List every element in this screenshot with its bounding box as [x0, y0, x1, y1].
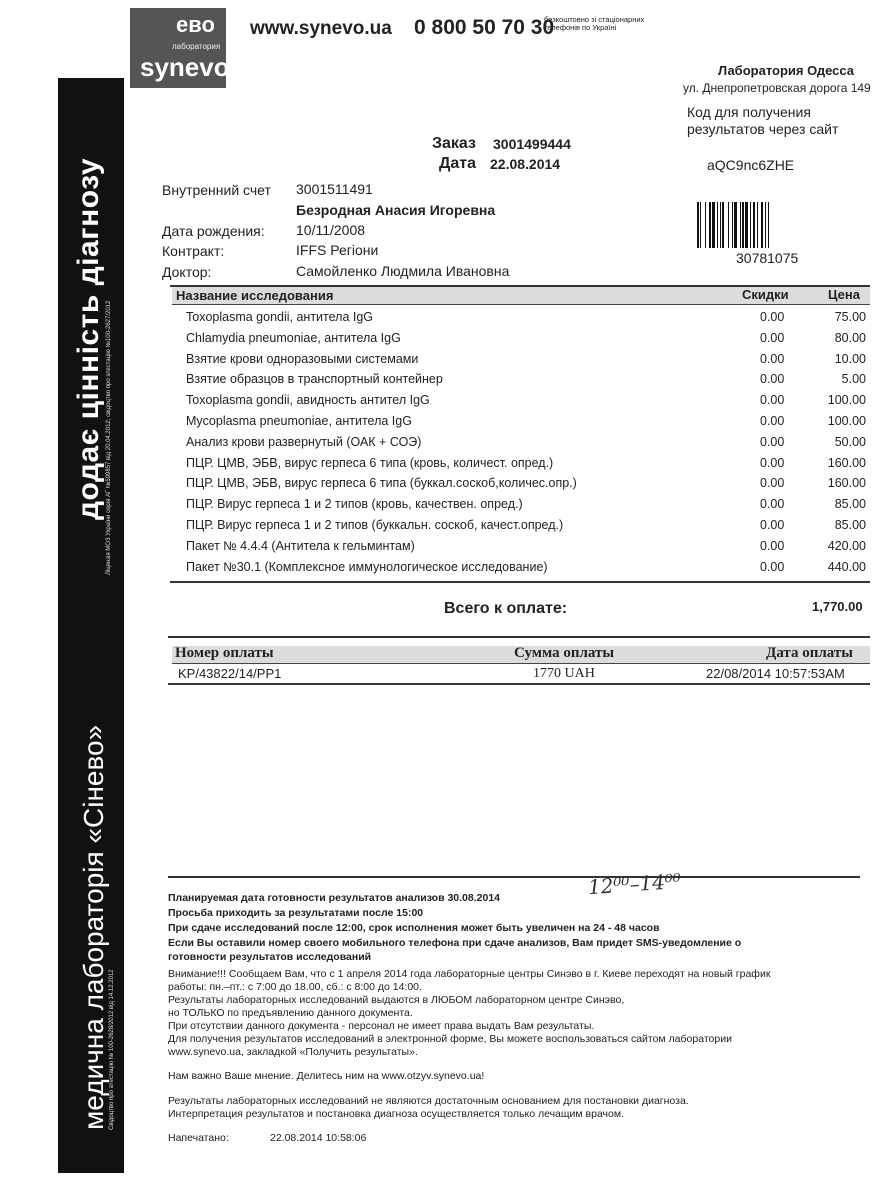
barcode-bar	[705, 202, 706, 248]
service-row-name: Анализ крови развернутый (ОАК + СОЭ)	[186, 434, 422, 449]
total-label: Всего к оплате:	[444, 600, 568, 617]
service-row-discount: 0.00	[760, 455, 785, 470]
service-row-discount: 0.00	[760, 434, 785, 449]
internal-account-label: Внутренний счет	[162, 182, 271, 198]
barcode-bar	[761, 202, 763, 248]
service-row-discount: 0.00	[760, 330, 785, 345]
side-slogan: додає цінність діагнозу	[72, 157, 105, 520]
doctor-label: Доктор:	[162, 264, 212, 280]
service-row-discount: 0.00	[760, 372, 785, 387]
logo-text-brand: synevo	[140, 52, 230, 82]
service-row-name: Toxoplasma gondii, антитела IgG	[186, 310, 374, 324]
barcode-bar	[697, 202, 699, 248]
service-row-name: ПЦР. Вирус герпеса 1 и 2 типов (буккальн. соскоб, качест.опред.)	[186, 518, 564, 532]
patient-name: Безродная Анасия Игоревна	[296, 202, 496, 218]
note-results-2: но ТОЛЬКО по предъявлению данного документа.	[168, 1007, 413, 1019]
total-value: 1,770.00	[812, 599, 863, 614]
printed-label: Напечатано:	[168, 1132, 229, 1144]
service-row-price: 75.00	[834, 310, 866, 324]
service-row-name: Toxoplasma gondii, авидность антител IgG	[186, 393, 430, 408]
payment-number: KP/43822/14/PP1	[178, 666, 282, 681]
col-header-discount: Скидки	[742, 287, 789, 302]
note-attention-1: Внимание!!! Сообщаем Вам, что с 1 апреля 2014 года лабораторные центры Синэво в г. Киеве переходят на новый график	[168, 968, 771, 980]
barcode-bar	[732, 202, 733, 248]
service-row-price: 50.00	[834, 434, 866, 449]
note-come-after: Просьба приходить за результатами после 15:00	[168, 907, 424, 919]
side-license-text: Ліцензія МОЗ України серія АГ №599857 від 20.04.2012; свідоцтво про атестацію №100-2627/2012	[106, 300, 112, 575]
hotline-phone: 0 800 50 70 30	[414, 16, 555, 39]
barcode-bar	[712, 202, 715, 248]
service-row-name: Chlamydia pneumoniae, антитела IgG	[186, 330, 401, 345]
col-header-payment-sum: Сумма оплаты	[514, 645, 615, 661]
barcode-bar	[717, 202, 718, 248]
note-opinion: Нам важно Ваше мнение. Делитесь ним на www.otzyv.synevo.ua!	[168, 1070, 485, 1082]
lab-address: ул. Днепропетровская дорога 149	[683, 81, 871, 95]
barcode-bar	[734, 202, 737, 248]
website-url: www.synevo.ua	[250, 18, 392, 39]
service-row-price: 160.00	[827, 455, 866, 470]
col-header-name: Название исследования	[176, 288, 334, 303]
note-sms-1: Если Вы оставили номер своего мобильного телефона при сдаче анализов, Вам придет SMS-уведомление о	[168, 937, 742, 949]
result-code-label: Код для получения результатов через сайт	[687, 104, 839, 137]
order-label: Заказ	[432, 135, 476, 152]
note-online-2: www.synevo.ua, закладкой «Получить результаты».	[168, 1046, 418, 1058]
doctor-value: Самойленко Людмила Ивановна	[296, 263, 510, 279]
lab-name: Лаборатория Одесса	[718, 63, 855, 78]
side-certificate-text: Свідоцтво про атестацію № 100-2628/2012 від 14.12.2012	[109, 969, 115, 1130]
note-sms-2: готовности результатов исследований	[168, 951, 372, 963]
notes-rule	[168, 876, 860, 878]
order-date-label: Дата	[439, 155, 477, 172]
col-header-payment-date: Дата оплаты	[766, 645, 853, 661]
service-row-price: 100.00	[827, 414, 866, 428]
service-row-discount: 0.00	[760, 538, 785, 553]
service-row-price: 80.00	[834, 330, 866, 345]
barcode-bar	[745, 202, 748, 248]
printed-value: 22.08.2014 10:58:06	[270, 1132, 367, 1144]
barcode-bar	[750, 202, 751, 248]
service-row-name: ПЦР. Вирус герпеса 1 и 2 типов (кровь, качествен. опред.)	[186, 497, 523, 512]
payment-date: 22/08/2014 10:57:53AM	[706, 666, 845, 681]
note-disclaimer-2: Интерпретация результатов и постановка диагноза осуществляется только лечащим врачом.	[168, 1108, 625, 1120]
barcode-bar	[765, 202, 766, 248]
barcode-bar	[757, 202, 758, 248]
service-row-price: 440.00	[827, 559, 866, 574]
dob-value: 10/11/2008	[296, 222, 366, 238]
logo-text-subtitle: лаборатория	[172, 42, 221, 51]
payment-table-top-rule	[168, 636, 870, 638]
service-row-price: 100.00	[827, 393, 866, 408]
col-header-payment-number: Номер оплаты	[175, 645, 274, 661]
barcode-bar	[740, 202, 741, 248]
service-row-name: Пакет № 4.4.4 (Антитела к гельминтам)	[186, 538, 415, 553]
service-row-price: 85.00	[834, 518, 866, 532]
barcode-bar	[709, 202, 711, 248]
service-row-name: ПЦР. ЦМВ, ЭБВ, вирус герпеса 6 типа (буккал.соскоб,количес.опр.)	[186, 476, 577, 491]
payment-table-bottom-rule	[168, 683, 870, 685]
service-row-price: 420.00	[827, 538, 866, 553]
service-row-name: Mycoplasma pneumoniae, антитела IgG	[186, 414, 412, 428]
note-online-1: Для получения результатов исследований в электронной форме, Вы можете воспользоваться сайтом лаборатории	[168, 1033, 732, 1045]
contract-label: Контракт:	[162, 243, 225, 259]
barcode-bar	[753, 202, 755, 248]
note-planned-date: Планируемая дата готовности результатов анализов 30.08.2014	[168, 892, 501, 904]
dob-label: Дата рождения:	[162, 223, 265, 239]
service-row-discount: 0.00	[760, 559, 785, 574]
note-after-noon: При сдаче исследований после 12:00, срок исполнения может быть увеличен на 24 - 48 часов	[168, 922, 660, 934]
order-date-value: 22.08.2014	[490, 156, 561, 172]
service-row-discount: 0.00	[760, 518, 785, 532]
service-row-name: ПЦР. ЦМВ, ЭБВ, вирус герпеса 6 типа (кровь, количест. опред.)	[186, 455, 554, 470]
service-row-discount: 0.00	[760, 414, 785, 428]
barcode-bar	[720, 202, 721, 248]
barcode-bar	[728, 202, 729, 248]
service-row-discount: 0.00	[760, 351, 785, 366]
order-number: 3001499444	[493, 136, 571, 152]
service-row-price: 160.00	[827, 476, 866, 491]
note-attention-2: работы: пн.–пт.: с 7:00 до 18.00, сб.: с 8:00 до 14:00.	[168, 981, 422, 993]
service-row-name: Взятие образцов в транспортный контейнер	[186, 372, 443, 387]
service-row-discount: 0.00	[760, 476, 785, 491]
services-table-bottom-rule	[170, 581, 870, 583]
service-row-discount: 0.00	[760, 393, 785, 408]
service-row-discount: 0.00	[760, 497, 785, 512]
payment-sum: 1770 UAH	[533, 666, 595, 681]
barcode-number: 30781075	[736, 250, 799, 266]
note-results-1: Результаты лабораторных исследований выдаются в ЛЮБОМ лабораторном центре Синэво,	[168, 994, 625, 1006]
internal-account-value: 3001511491	[296, 181, 373, 197]
service-row-name: Взятие крови одноразовыми системами	[186, 351, 419, 366]
barcode-bar	[722, 202, 724, 248]
barcode-bar	[742, 202, 744, 248]
logo-text-top: ево	[176, 12, 215, 37]
note-disclaimer-1: Результаты лабораторных исследований не являются достаточным основанием для постановки диагноза.	[168, 1095, 689, 1107]
result-code-value: aQC9nc6ZHE	[707, 157, 795, 173]
side-lab-name: медична лабораторія «Сінево»	[78, 724, 109, 1130]
handwritten-time-note: 12⁰⁰–14⁰⁰	[587, 868, 682, 900]
col-header-price: Цена	[828, 287, 860, 302]
service-row-discount: 0.00	[760, 310, 785, 324]
barcode-bar	[768, 202, 769, 248]
barcode	[697, 202, 847, 248]
phone-note: безкоштовно зі стаціонарних телефонів по Україні	[544, 15, 645, 32]
service-row-name: Пакет №30.1 (Комплексное иммунологическое исследование)	[186, 559, 548, 574]
note-no-document: При отсутствии данного документа - персонал не имеет права выдать Вам результаты.	[168, 1020, 595, 1032]
service-row-price: 10.00	[834, 351, 866, 366]
barcode-bar	[700, 202, 701, 248]
contract-value: IFFS Регіони	[296, 242, 379, 258]
service-row-price: 85.00	[834, 497, 866, 512]
service-row-price: 5.00	[841, 372, 866, 387]
